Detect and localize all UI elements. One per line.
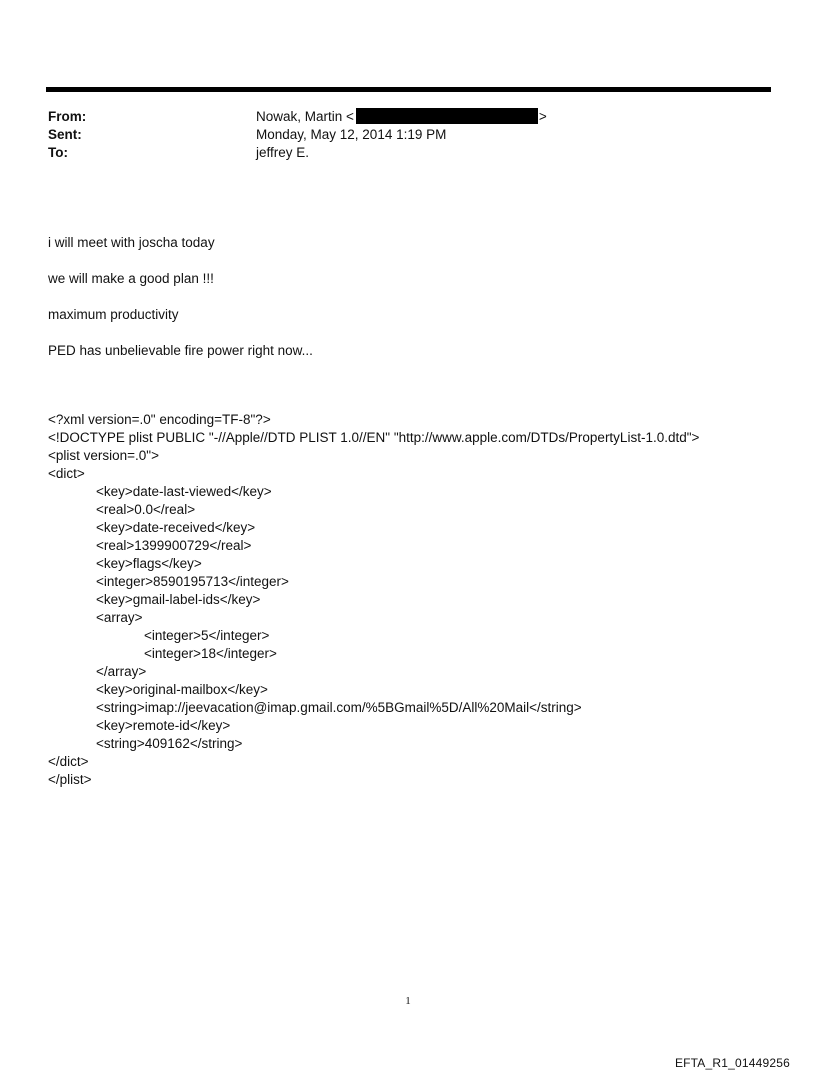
from-close-bracket: > [538, 109, 547, 124]
to-row [48, 144, 748, 162]
plist-line: <integer>5</integer> [144, 628, 270, 643]
to-value: jeffrey E. [256, 145, 310, 160]
body-line: PED has unbelievable fire power right now... [48, 343, 313, 358]
plist-metadata [48, 411, 788, 789]
plist-line: <integer>18</integer> [144, 646, 277, 661]
from-name: Nowak, Martin < [256, 109, 354, 124]
from-row [48, 108, 748, 126]
from-label: From: [48, 109, 87, 124]
from-value [256, 108, 547, 126]
body-line: maximum productivity [48, 307, 179, 322]
plist-line: </plist> [48, 772, 92, 787]
plist-line: <string>409162</string> [96, 736, 243, 751]
plist-line: <string>imap://jeevacation@imap.gmail.com/%5BGmail%5D/All%20Mail</string> [96, 700, 582, 715]
plist-line: <plist version=.0"> [48, 448, 159, 463]
redaction-box [356, 108, 538, 124]
to-label: To: [48, 145, 68, 160]
plist-line: <?xml version=.0" encoding=TF-8"?> [48, 412, 271, 427]
document-id: EFTA_R1_01449256 [674, 1056, 790, 1070]
body-line: we will make a good plan !!! [48, 271, 214, 286]
plist-line: <!DOCTYPE plist PUBLIC "-//Apple//DTD PLIST 1.0//EN" "http://www.apple.com/DTDs/PropertyList-1.0.dtd"> [48, 430, 700, 445]
sent-label: Sent: [48, 127, 82, 142]
plist-line: <real>0.0</real> [96, 502, 196, 517]
plist-line: <key>remote-id</key> [96, 718, 231, 733]
plist-line: <real>1399900729</real> [96, 538, 252, 553]
page-number: 1 [405, 995, 411, 1007]
plist-line: </dict> [48, 754, 89, 769]
email-body [48, 234, 768, 378]
plist-line: <dict> [48, 466, 85, 481]
plist-line: <key>date-last-viewed</key> [96, 484, 272, 499]
header-rule [46, 87, 771, 92]
plist-line: <key>date-received</key> [96, 520, 256, 535]
plist-line: <integer>8590195713</integer> [96, 574, 289, 589]
body-line: i will meet with joscha today [48, 235, 215, 250]
plist-line: <key>original-mailbox</key> [96, 682, 268, 697]
plist-line: <array> [96, 610, 143, 625]
plist-line: </array> [96, 664, 147, 679]
sent-row [48, 126, 748, 144]
plist-line: <key>flags</key> [96, 556, 202, 571]
plist-line: <key>gmail-label-ids</key> [96, 592, 261, 607]
email-header [48, 108, 748, 162]
sent-value: Monday, May 12, 2014 1:19 PM [256, 127, 447, 142]
